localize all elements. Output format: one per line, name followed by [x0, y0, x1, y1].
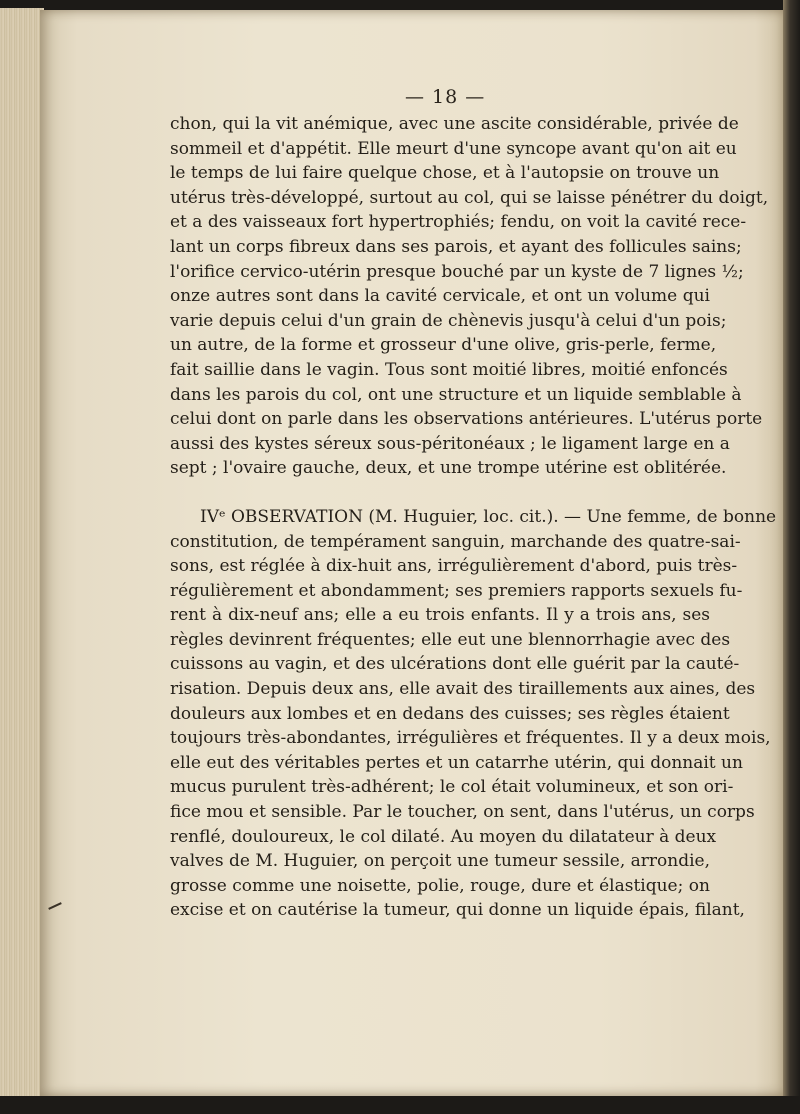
text-line: chon, qui la vit anémique, avec une ascite considérable, privée de — [170, 114, 739, 134]
text-line: onze autres sont dans la cavité cervicale, et ont un volume qui — [170, 286, 710, 307]
text-line: un autre, de la forme et grosseur d'une olive, gris-perle, ferme, — [170, 335, 717, 356]
paragraph-gap — [170, 481, 710, 505]
text-line: fait saillie dans le vagin. Tous sont moitié libres, moitié enfoncés — [170, 359, 728, 380]
text-line: risation. Depuis deux ans, elle avait des tiraillements aux aines, des — [170, 679, 756, 700]
text-line: mucus purulent très-adhérent; le col était volumineux, et son ori- — [170, 777, 734, 798]
text-line: celui dont on parle dans les observations antérieures. L'utérus porte — [170, 409, 763, 430]
text-line: valves de M. Huguier, on perçoit une tumeur sessile, arrondie, — [170, 851, 710, 872]
text-line: aussi des kystes séreux sous-péritonéaux ; le ligament large en a — [170, 433, 730, 454]
text-line: l'orifice cervico-utérin presque bouché par un kyste de 7 lignes ½; — [170, 261, 744, 282]
text-line: renflé, douloureux, le col dilaté. Au moyen du dilatateur à deux — [170, 826, 717, 847]
text-line: sommeil et d'appétit. Elle meurt d'une syncope avant qu'on ait eu — [170, 138, 737, 159]
text-line: elle eut des véritables pertes et un catarrhe utérin, qui donnait un — [170, 752, 743, 773]
book-binding-shadow — [783, 0, 800, 1114]
paragraph — [170, 505, 777, 923]
text-line: IVᵉ OBSERVATION (M. Huguier, loc. cit.). — Une femme, de bonne — [200, 506, 777, 527]
text-line: constitution, de tempérament sanguin, marchande des quatre-sai- — [170, 531, 741, 552]
text-line: lant un corps fibreux dans ses parois, et ayant des follicules sains; — [170, 236, 742, 257]
text-line: régulièrement et abondamment; ses premiers rapports sexuels fu- — [170, 580, 743, 601]
paragraph — [170, 112, 769, 481]
scan-background — [0, 1096, 800, 1114]
text-line: cuissons au vagin, et des ulcérations dont elle guérit par la cauté- — [170, 654, 740, 675]
text-line: sept ; l'ovaire gauche, deux, et une trompe utérine est oblitérée. — [170, 458, 727, 479]
text-line: varie depuis celui d'un grain de chènevis jusqu'à celui d'un pois; — [170, 310, 727, 331]
text-line: douleurs aux lombes et en dedans des cuisses; ses règles étaient — [170, 703, 730, 724]
text-line: dans les parois du col, ont une structure et un liquide semblable à — [170, 384, 742, 405]
body-text — [170, 112, 777, 923]
text-line: grosse comme une noisette, polie, rouge, dure et élastique; on — [170, 875, 710, 896]
page-number: — 18 — — [405, 86, 486, 108]
text-line: excise et on cautérise la tumeur, qui donne un liquide épais, filant, — [170, 900, 745, 921]
text-line: le temps de lui faire quelque chose, et à l'autopsie on trouve un — [170, 163, 720, 184]
text-line: règles devinrent fréquentes; elle eut une blennorrhagie avec des — [170, 629, 731, 650]
text-line: toujours très-abondantes, irrégulières et fréquentes. Il y a deux mois, — [170, 728, 771, 749]
text-line: utérus très-développé, surtout au col, qui se laisse pénétrer du doigt, — [170, 187, 769, 208]
text-line: rent à dix-neuf ans; elle a eu trois enfants. Il y a trois ans, ses — [170, 605, 710, 626]
text-line: et a des vaisseaux fort hypertrophiés; fendu, on voit la cavité rece- — [170, 212, 747, 233]
page-stack-edge — [0, 8, 44, 1100]
text-line: sons, est réglée à dix-huit ans, irrégulièrement d'abord, puis très- — [170, 556, 738, 577]
text-line: fice mou et sensible. Par le toucher, on sent, dans l'utérus, un corps — [170, 802, 755, 823]
